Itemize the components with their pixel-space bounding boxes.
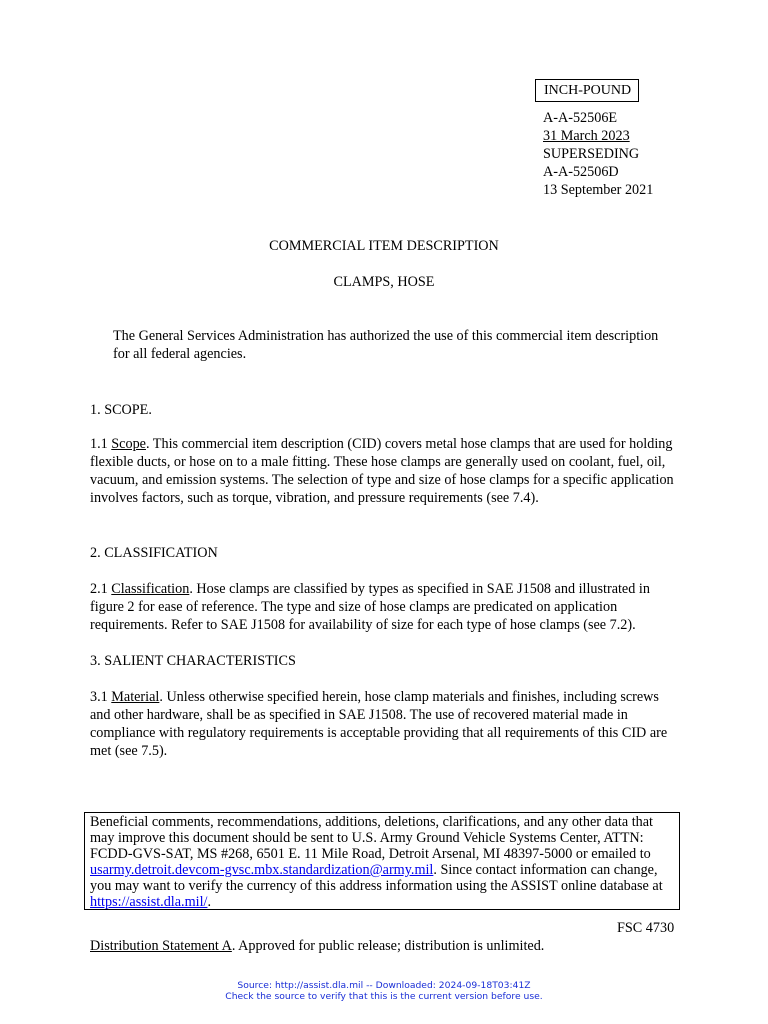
doc-number: A-A-52506E	[543, 110, 618, 126]
assist-url-link[interactable]: https://assist.dla.mil/	[90, 894, 208, 910]
source-footer-line-2: Check the source to verify that this is the current version before use.	[225, 991, 543, 1002]
section-2-heading: 2. CLASSIFICATION	[90, 545, 218, 561]
comments-notice-box	[84, 812, 680, 910]
superseding-label: SUPERSEDING	[543, 146, 640, 162]
section-3-1-number: 3.1	[90, 689, 112, 705]
intro-paragraph: The General Services Administration has authorized the use of this commercial item description for all federal agencies.	[113, 328, 659, 362]
previous-doc-date: 13 September 2021	[543, 182, 654, 198]
document-header	[543, 109, 653, 199]
section-3-1-title: Material	[111, 689, 160, 705]
section-3-heading: 3. SALIENT CHARACTERISTICS	[90, 653, 296, 669]
notice-text-before: Beneficial comments, recommendations, additions, deletions, clarifications, and any other data that may improve this document should be sent to U.S. Army Ground Vehicle Systems Center, ATTN: FCDD-GVS-SAT, MS #268, 6501 E. 11 Mile Road, Detroit Arsenal, MI 48397-5000 or emailed to	[90, 814, 653, 862]
section-3-1-paragraph	[90, 688, 680, 760]
fsc-code: FSC 4730	[617, 920, 675, 936]
section-2-1-text: . Hose clamps are classified by types as specified in SAE J1508 and illustrated in figure 2 for ease of reference. The type and size of hose clamps are predicated on application requirements. Refer to SAE J1508 for availability of size for each type of hose clamps (see 7.2).	[90, 581, 650, 633]
item-title: CLAMPS, HOSE	[333, 274, 435, 290]
cid-title: COMMERCIAL ITEM DESCRIPTION	[269, 238, 499, 254]
section-3-1-text: . Unless otherwise specified herein, hose clamp materials and finishes, including screws and other hardware, shall be as specified in SAE J1508. The use of recovered material made in compliance with regulatory requirements is acceptable providing that all requirements of this CID are met (see 7.5).	[90, 689, 668, 759]
section-1-1-title: Scope	[111, 436, 146, 452]
inch-pound-box	[535, 79, 639, 102]
previous-doc-number: A-A-52506D	[543, 164, 619, 180]
doc-date: 31 March 2023	[543, 128, 630, 144]
source-footer-line-1: Source: http://assist.dla.mil -- Downloaded: 2024-09-18T03:41Z	[237, 980, 531, 991]
section-1-heading: 1. SCOPE.	[90, 402, 152, 418]
section-1-1-number: 1.1	[90, 436, 112, 452]
inch-pound-label: INCH-POUND	[544, 83, 632, 98]
standardization-email-link[interactable]: usarmy.detroit.devcom-gvsc.mbx.standardization@army.mil	[90, 862, 434, 878]
distribution-text: . Approved for public release; distribution is unlimited.	[231, 938, 545, 954]
distribution-label: Distribution Statement A	[90, 938, 232, 954]
section-1-1-paragraph	[90, 435, 680, 507]
notice-text-after: .	[207, 894, 211, 910]
section-2-1-paragraph	[90, 580, 680, 634]
section-2-1-title: Classification	[111, 581, 190, 597]
distribution-statement	[90, 937, 544, 955]
notice-text-middle: . Since contact information can change, you may want to verify the currency of this address information using the ASSIST online database at	[90, 862, 663, 894]
section-2-1-number: 2.1	[90, 581, 112, 597]
section-1-1-text: . This commercial item description (CID) covers metal hose clamps that are used for holding flexible ducts, or hose on to a male fitting. These hose clamps are generally used on coolant, fuel, oil, vacuum, and emission systems. The selection of type and size of hose clamps for a specific application involves factors, such as torque, vibration, and pressure requirements (see 7.4).	[90, 436, 674, 506]
